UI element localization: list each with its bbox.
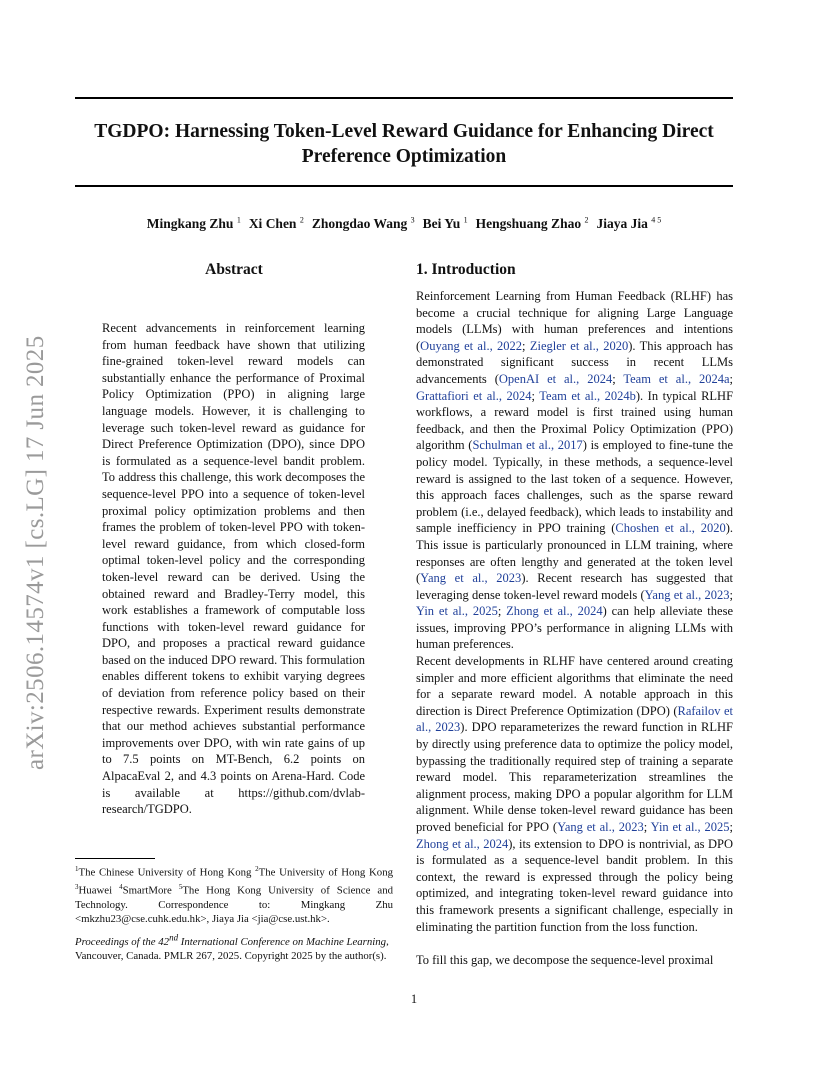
proceedings-venue: Proceedings of the 42nd International Conference on Machine Learning [75, 932, 387, 948]
intro-paragraph-3: To fill this gap, we decompose the sequence-level proximal [416, 953, 714, 967]
author-name: Jiaya Jia $^{4 5}$ [596, 215, 662, 231]
author-affiliation-mark: 4 5 [651, 215, 662, 224]
citation-link[interactable]: Yang et al., 2023 [644, 587, 730, 602]
proceedings-note: Proceedings of the 42nd International Conference on Machine Learning, Vancouver, Canada. PMLR 267, 2025. Copyright 2025 by the author(s). [75, 932, 389, 962]
author-name: Mingkang Zhu $^1$ [146, 215, 241, 231]
author-name: Zhongdao Wang $^3$ [311, 215, 415, 231]
author-affiliation-mark: 1 [463, 215, 468, 224]
citation-link[interactable]: Yin et al., 2025 [650, 819, 730, 834]
abstract-body [102, 320, 365, 818]
footnote-marker: 5 [178, 882, 183, 891]
author-name: Hengshuang Zhao $^2$ [475, 215, 589, 231]
citation-link[interactable]: Grattafiori et al., 2024 [416, 388, 532, 403]
footnote-marker: 2 [255, 865, 259, 873]
citation-link[interactable]: Zhong et al., 2024 [416, 836, 509, 851]
section-heading-introduction: 1. Introduction [416, 261, 516, 278]
citation-link[interactable]: Rafailov et al., 2023 [416, 703, 733, 735]
intro-paragraph-1: Reinforcement Learning from Human Feedback (RLHF) has become a crucial technique for aligning Large Language models (LLMs) with human preferences and intentions (Ouyang et al., 2022; Ziegler et al., 2020). This approach has demonstrated significant success in recent LLMs advancements (OpenAI et al., 2024; Team et al., 2024a; Grattafiori et al., 2024; Team et al., 2024b). In typical RLHF workflows, a reward model is first trained using human feedback, and then the Proximal Policy Optimization (PPO) algorithm (Schulman et al., 2017) is employed to fine-tune the policy model. Typically, in these methods, a sequence-level reward is assigned to the last token of a sequence. However, this approach faces challenges, such as the sparse reward problem (i.e., delayed feedback), which leads to instability and sample inefficiency in PPO training (Choshen et al., 2020). This issue is particularly pronounced in LLM training, where responses are often lengthy and generated at the token level (Yang et al., 2023). Recent research has suggested that leveraging dense token-level reward models (Yang et al., 2023; Yin et al., 2025; Zhong et al., 2024) can help alleviate these issues, improving PPO’s performance in aligning LLMs with human preferences. [416, 289, 734, 652]
footnote-marker: 3 [75, 882, 79, 891]
citation-link[interactable]: Ziegler et al., 2020 [529, 338, 629, 353]
citation-link[interactable]: Team et al., 2024b [539, 388, 636, 403]
citation-link[interactable]: Yin et al., 2025 [416, 604, 498, 619]
citation-link[interactable]: Yang et al., 2023 [420, 571, 522, 586]
intro-paragraph-2: Recent developments in RLHF have centered around creating simpler and more efficient algorithms that eliminate the need for a separate reward model. A notable approach in this direction is Direct Preference Optimization (DPO) (Rafailov et al., 2023). DPO reparameterizes the reward function in RLHF by directly using preference data to optimize the policy model, bypassing the traditionally required step of training a separate reward model. This reparameterization streamlines the alignment process, making DPO a popular algorithm for LLM alignment. While dense token-level reward guidance has been proved beneficial for PPO (Yang et al., 2023; Yin et al., 2025; Zhong et al., 2024), its extension to DPO is nontrivial, as DPO is formulated as a sequence-level bandit problem. In this context, the reward is expressed through the policy being optimized, and integrating token-level reward guidance into this framework presents a significant challenge, especially in eliminating the partition function from the loss function. [416, 654, 733, 934]
title-rule-top [75, 97, 733, 99]
citation-link[interactable]: Choshen et al., 2020 [615, 521, 726, 536]
citation-link[interactable]: Schulman et al., 2017 [472, 438, 583, 453]
author-affiliation-mark: 2 [299, 215, 304, 224]
footnote-marker: 1 [75, 865, 79, 873]
citation-link[interactable]: OpenAI et al., 2024 [498, 371, 613, 386]
citation-link[interactable]: Zhong et al., 2024 [506, 604, 603, 619]
author-affiliation-mark: 2 [584, 215, 589, 224]
author-name: Bei Yu $^1$ [422, 215, 468, 231]
author-affiliation-mark: 1 [236, 215, 241, 224]
abstract-heading: Abstract [205, 261, 263, 278]
page-number: 1 [410, 992, 418, 1006]
arxiv-identifier[interactable]: arXiv:2506.14574v1 [cs.LG] 17 Jun 2025 [22, 335, 49, 770]
footnote-marker: 4 [119, 882, 123, 891]
citation-link[interactable]: Yang et al., 2023 [557, 819, 644, 834]
author-affiliation-mark: 3 [410, 215, 415, 224]
citation-link[interactable]: Team et al., 2024a [623, 371, 730, 386]
citation-link[interactable]: Ouyang et al., 2022 [420, 338, 523, 353]
author-list [75, 215, 733, 232]
author-name: Xi Chen $^2$ [248, 215, 304, 231]
footnote-rule [75, 858, 155, 859]
abstract-paragraph: Recent advancements in reinforcement learning from human feedback have shown that utilizing fine-grained token-level reward models can substantially enhance the performance of Proximal Policy Optimization (PPO) in aligning large language models. However, it is challenging to leverage such token-level reward as guidance for Direct Preference Optimization (DPO), since DPO is formulated as a sequence-level bandit problem. To address this challenge, this work decomposes the sequence-level PPO into a sequence of token-level proximal policy optimization problems and then frames the problem of token-level PPO with token-level reward guidance, from which closed-form optimal token-level policy and the corresponding token-level reward can be derived. Using the obtained reward and Bradley-Terry model, this work establishes a framework of computable loss functions with token-level reward guidance for DPO, and proposes a practical reward guidance based on the induced DPO reward. This formulation enables different tokens to exhibit varying degrees of deviation from reference policy based on their respective rewards. Experiment results demonstrate that our method achieves substantial performance improvements over DPO, with win rate gains of up to 7.5 points on MT-Bench, 6.2 points on AlpacaEval 2, and 4.3 points on Arena-Hard. Code is available at https://github.com/dvlab-research/TGDPO. [102, 321, 365, 817]
affiliation-footnote: $^1$The Chinese University of Hong Kong $^2$The University of Hong Kong $^3$Huawei $^4$SmartMore $^5$The Hong Kong University of Science and Technology. Correspondence to: Mingkang Zhu <mkzhu23@cse.cuhk.edu.hk>, Jiaya Jia <jia@cse.ust.hk>. [75, 865, 393, 925]
title-rule-bottom [75, 185, 733, 187]
paper-title: TGDPO: Harnessing Token-Level Reward Guidance for Enhancing Direct Preference Optimization [94, 121, 714, 167]
